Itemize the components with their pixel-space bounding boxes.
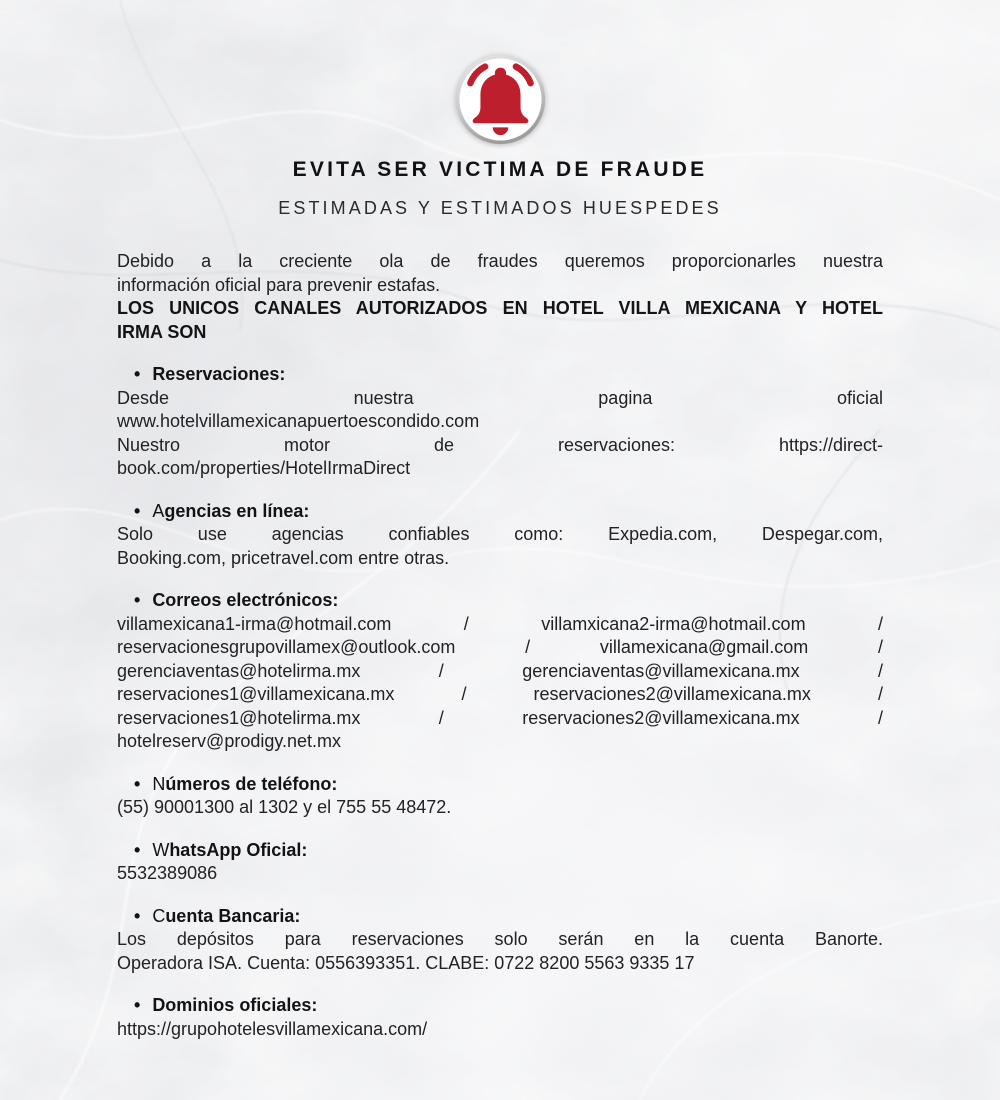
bullet-icon: • [134, 364, 141, 384]
intro-line: Debido a la creciente ola de fraudes queremos proporcionarles nuestra [117, 251, 883, 271]
section-dominios-oficiales [117, 994, 883, 1041]
heading-first-letter: W [152, 839, 170, 860]
heading-text: Correos electrónicos: [152, 590, 339, 610]
heading-first-letter: A [152, 500, 165, 521]
section-agencias-en-linea [117, 500, 883, 571]
bullet-icon: • [134, 500, 141, 521]
body-column [117, 250, 883, 1041]
heading-text: hatsApp Oficial: [169, 839, 308, 860]
section-heading [117, 500, 883, 524]
section-numeros-de-telefono [117, 773, 883, 820]
section-heading [117, 994, 883, 1018]
section-line: gerenciaventas@hotelirma.mx / gerenciaventas@villamexicana.mx / [117, 660, 883, 681]
section-heading [117, 905, 883, 929]
section-line: reservaciones1@villamexicana.mx / reservaciones2@villamexicana.mx / [117, 684, 883, 704]
section-heading [117, 773, 883, 797]
intro-line: IRMA SON [117, 321, 207, 342]
section-reservaciones [117, 363, 883, 481]
section-heading [117, 363, 883, 387]
heading-first-letter: N [152, 773, 166, 794]
alert-bell-badge [453, 52, 548, 147]
heading-text: úmeros de teléfono: [165, 773, 338, 794]
section-line: (55) 90001300 al 1302 y el 755 55 48472. [117, 797, 452, 817]
section-line: Nuestro motor de reservaciones: https://direct- [117, 434, 883, 455]
section-correos-electronicos [117, 589, 883, 754]
info-sections [117, 363, 883, 1041]
section-heading [117, 839, 883, 863]
section-line: Operadora ISA. Cuenta: 0556393351. CLABE: 0722 8200 5563 9335 17 [117, 952, 695, 973]
section-line: villamexicana1-irma@hotmail.com / villamxicana2-irma@hotmail.com / [117, 613, 883, 634]
intro-line: información oficial para prevenir estafas. [117, 274, 441, 295]
section-heading [117, 589, 883, 613]
heading-text: Dominios oficiales: [152, 995, 318, 1015]
bullet-icon: • [134, 995, 141, 1015]
section-line: Solo use agencias confiables como: Expedia.com, Despegar.com, [117, 524, 883, 544]
section-line: https://grupohotelesvillamexicana.com/ [117, 1018, 428, 1039]
section-line: www.hotelvillamexicanapuertoescondido.com [117, 411, 480, 431]
bullet-icon: • [134, 905, 141, 926]
section-line: reservaciones1@hotelirma.mx / reservaciones2@villamexicana.mx / [117, 707, 883, 728]
section-line: reservacionesgrupovillamex@outlook.com / villamexicana@gmail.com / [117, 637, 883, 657]
heading-text: gencias en línea: [164, 500, 310, 521]
section-line: Booking.com, pricetravel.com entre otras. [117, 547, 450, 568]
section-line: Desde nuestra pagina oficial [117, 387, 883, 408]
intro-line: LOS UNICOS CANALES AUTORIZADOS EN HOTEL VILLA MEXICANA Y HOTEL [117, 298, 883, 318]
bullet-icon: • [134, 590, 141, 610]
section-line: hotelreserv@prodigy.net.mx [117, 731, 342, 751]
section-whatsapp-oficial [117, 839, 883, 886]
bell-icon [453, 52, 548, 147]
heading-text: uenta Bancaria: [165, 905, 301, 926]
heading-first-letter: C [152, 905, 166, 926]
bullet-icon: • [134, 773, 141, 794]
section-line: 5532389086 [117, 863, 218, 883]
poster-title: EVITA SER VICTIMA DE FRAUDE [292, 158, 708, 181]
section-line: book.com/properties/HotelIrmaDirect [117, 458, 411, 478]
poster-subtitle: ESTIMADAS Y ESTIMADOS HUESPEDES [278, 198, 722, 218]
section-line: Los depósitos para reservaciones solo serán en la cuenta Banorte. [117, 929, 883, 949]
bullet-icon: • [134, 839, 141, 860]
intro-paragraph [117, 250, 883, 344]
section-cuenta-bancaria [117, 905, 883, 976]
heading-text: Reservaciones: [152, 364, 286, 384]
